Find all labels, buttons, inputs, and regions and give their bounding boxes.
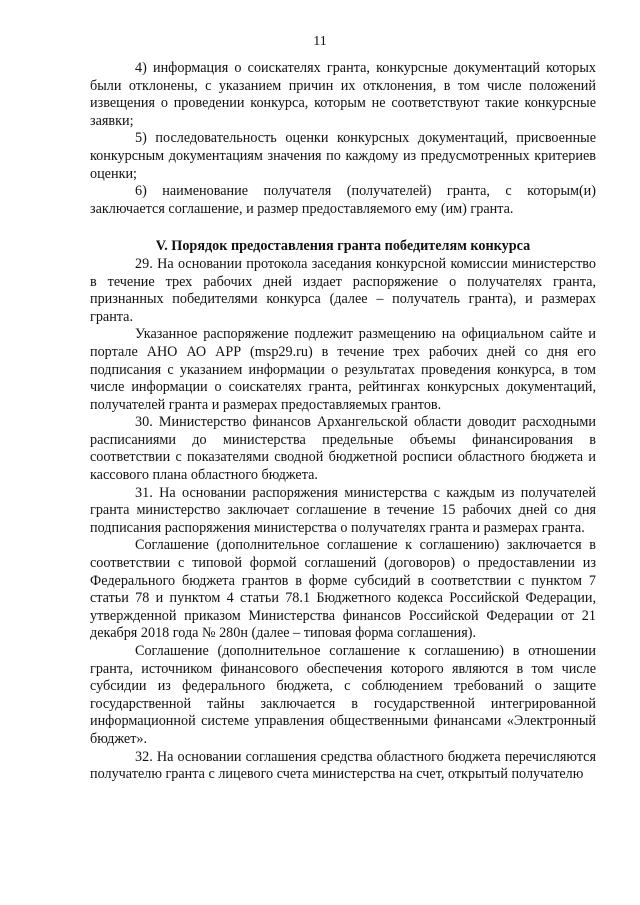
paragraph-31-electronic-budget: Соглашение (дополнительное соглашение к соглашению) в отношении гранта, источником финансового обеспечения которого являются в том числе субсидии из федерального бюджета, с соблюдением требований о защите государственной тайны заключается в государственной интегрированной информационной системе управления общественными финансами «Электронный бюджет». xyxy=(90,643,596,747)
list-item-6: 6) наименование получателя (получателей) гранта, с которым(и) заключается соглашение, и размер предоставляемого ему (им) гранта. xyxy=(90,183,596,217)
paragraph-31: 31. На основании распоряжения министерства с каждым из получателей гранта министерство заключает соглашение в течение 15 рабочих дней со дня подписания распоряжения министерства о получателях гранта и размерах гранта. xyxy=(90,484,596,536)
paragraph-32: 32. На основании соглашения средства областного бюджета перечисляются получателю гранта с лицевого счета министерства на счет, открытый получателю xyxy=(90,748,596,783)
paragraph-30: 30. Министерство финансов Архангельской области доводит расходными расписаниями до министерства предельные объемы финансирования в соответствии с показателями сводной бюджетной росписи областного бюджета и кассового плана областного бюджета. xyxy=(90,414,596,484)
paragraph-31-typical-form: Соглашение (дополнительное соглашение к соглашению) заключается в соответствии с типовой формой соглашений (договоров) о предоставлении из Федерального бюджета грантов в форме субсидий в соответствии с пунктом 7 статьи 78 и пунктом 4 статьи 78.1 Бюджетного кодекса Российской Федерации, утвержденной приказом Министерства финансов Российской Федерации от 21 декабря 2018 года № 280н (далее – типовая форма соглашения). xyxy=(90,537,596,642)
document-body xyxy=(90,60,596,784)
page-number: 11 xyxy=(313,34,327,49)
list-item-5: 5) последовательность оценки конкурсных документаций, присвоенные конкурсным документациям значения по каждому из предусмотренных критериев оценки; xyxy=(90,130,596,182)
list-item-4: 4) информация о соискателях гранта, конкурсные документаций которых были отклонены, с указанием причин их отклонения, в том числе положений извещения о проведении конкурса, которым не соответствуют такие конкурсные заявки; xyxy=(90,60,596,129)
section-heading: V. Порядок предоставления гранта победителям конкурса xyxy=(155,238,531,255)
paragraph-29: 29. На основании протокола заседания конкурсной комиссии министерство в течение трех рабочих дней издает распоряжение о получателях гранта, признанных победителями конкурса (далее – получатель гранта), и размерах гранта. xyxy=(90,255,596,325)
paragraph-29-publication: Указанное распоряжение подлежит размещению на официальном сайте и портале АНО АО АРР (msp29.ru) в течение трех рабочих дней со дня его подписания с указанием информации о результатах проведения конкурса, в том числе информации о соискателях гранта, рейтингах конкурсных документаций, получателей гранта и размерах предоставляемых грантов. xyxy=(90,326,596,413)
